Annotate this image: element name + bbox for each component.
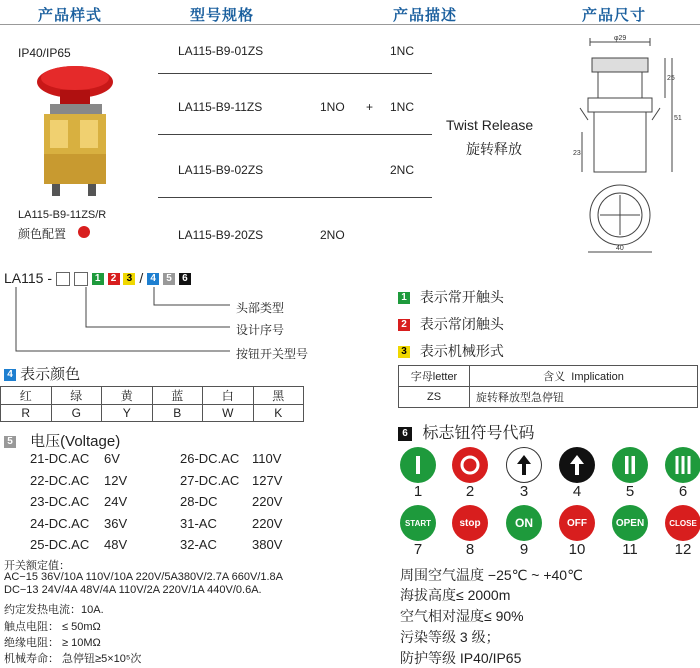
color-code-2: Y [102, 405, 153, 422]
section6-label: 标志钮符号代码 [422, 425, 535, 442]
desc-en: Twist Release [446, 117, 534, 133]
dim-h51: 51 [674, 115, 682, 122]
section4-num: 4 [4, 369, 16, 381]
section6-num: 6 [398, 427, 412, 441]
model-2-nc: 1NC [390, 100, 415, 114]
model-1: LA115-B9-01ZS [178, 44, 264, 58]
symbol-button-6 [665, 447, 700, 483]
symbol-number: 3 [519, 483, 529, 500]
section4-label: 表示颜色 [20, 366, 81, 383]
color-code-1: G [51, 405, 102, 422]
model-2: LA115-B9-11ZS [178, 100, 263, 114]
symbol-number: 12 [674, 541, 692, 558]
symbol-button-3 [506, 447, 542, 483]
ring-icon [458, 453, 482, 477]
product-caption: LA115-B9-11ZS/R [18, 209, 107, 221]
header-style: 产品样式 [38, 7, 103, 24]
symbol-button-9 [506, 505, 542, 541]
color-name-1: 绿 [51, 387, 102, 405]
code-n4: 4 [147, 273, 159, 285]
impl-meaning: 旋转释放型急停钮 [470, 387, 698, 408]
symbol-label: OPEN [615, 517, 645, 529]
symbol-number: 5 [625, 483, 635, 500]
header-desc: 产品描述 [393, 7, 458, 24]
code-label-model: 按钮开关型号 [236, 347, 309, 361]
symbol-number: 10 [568, 541, 586, 558]
symbol-button-5 [612, 447, 648, 483]
desc-cn: 旋转释放 [466, 141, 522, 157]
model-2-plus: + [366, 100, 374, 114]
color-name-0: 红 [1, 387, 52, 405]
symbol-label: ON [515, 516, 533, 530]
ratings-ac: AC−15 36V/10A 110V/10A 220V/5A380V/2.7A 660V/1.8A [4, 571, 283, 583]
symbol-number: 7 [413, 541, 423, 558]
dim-h25: 25 [667, 75, 675, 82]
implication-table [398, 365, 698, 408]
ratings-contact: 触点电阻： ≤ 50mΩ [4, 621, 101, 633]
code-n5: 5 [163, 273, 175, 285]
model-3-nc: 2NC [390, 163, 415, 177]
dim-d29: φ29 [614, 35, 627, 42]
symbol-number: 11 [622, 541, 638, 558]
impl-h1: 字母letter [399, 366, 470, 387]
legend-3: 3 表示机械形式 [398, 341, 504, 361]
code-prefix: LA115 - [4, 270, 52, 286]
symbol-button-2 [452, 447, 488, 483]
color-code-0: R [1, 405, 52, 422]
symbol-button-4 [559, 447, 595, 483]
legend-2: 2 表示常闭触头 [398, 314, 504, 334]
env-5: 防护等级 IP40/IP65 [400, 650, 522, 666]
color-code-5: K [253, 405, 304, 422]
dimension-drawing [570, 30, 690, 260]
symbol-button-8 [452, 505, 488, 541]
symbol-number: 2 [465, 483, 475, 500]
impl-code: ZS [399, 387, 470, 408]
voltage-row: 22-DC.AC 12V 27-DC.AC 127V [30, 472, 283, 488]
code-n1: 1 [92, 273, 104, 285]
section4-title [4, 363, 80, 384]
symbol-button-12 [665, 505, 700, 541]
symbol-number: 6 [678, 483, 688, 500]
symbol-button-1 [400, 447, 436, 483]
voltage-row: 24-DC.AC 36V 31-AC 220V [30, 515, 283, 531]
symbol-number: 1 [413, 483, 423, 500]
model-1-nc: 1NC [390, 44, 415, 58]
voltage-row: 25-DC.AC 48V 32-AC 380V [30, 537, 283, 552]
color-name-5: 黑 [253, 387, 304, 405]
arrow-up-icon [565, 453, 589, 477]
code-label-head: 头部类型 [236, 301, 285, 315]
code-leader-lines [0, 285, 240, 365]
symbol-number: 4 [572, 483, 582, 500]
ratings-title: 开关额定值： [4, 560, 70, 572]
color-code-4: W [203, 405, 254, 422]
voltage-row: 21-DC.AC 6V 26-DC.AC 110V [30, 451, 282, 466]
symbol-button-7 [400, 505, 436, 541]
symbol-label: stop [459, 517, 481, 529]
header-model: 型号规格 [190, 7, 255, 24]
symbol-number: 9 [519, 541, 529, 558]
symbol-label: START [404, 518, 432, 528]
ratings-life: 机械寿命： 急停钮≥5×10⁵次 [4, 653, 142, 665]
code-n2: 2 [108, 273, 120, 285]
env-4: 污染等级 3 级； [400, 629, 500, 645]
model-4-no: 2NO [320, 228, 345, 242]
arrow-up-icon [512, 453, 536, 477]
section5-num: 5 [4, 436, 16, 448]
section5-label: 电压(Voltage) [30, 433, 121, 450]
color-name-2: 黄 [102, 387, 153, 405]
section6-title [398, 420, 534, 443]
double-bar-icon [618, 453, 642, 477]
product-image [30, 60, 120, 200]
model-2-no: 1NO [320, 100, 345, 114]
color-config-label: 颜色配置 [18, 227, 67, 241]
code-slash: / [139, 270, 144, 286]
dim-w40: 40 [616, 245, 624, 252]
code-n3: 3 [123, 273, 135, 285]
env-1: 周围空气温度 −25℃ ~ +40℃ [400, 567, 583, 583]
code-label-design: 设计序号 [236, 323, 285, 337]
env-2: 海拔高度≤ 2000m [400, 587, 511, 603]
symbol-label: CLOSE [669, 518, 697, 528]
symbol-button-10 [559, 505, 595, 541]
env-3: 空气相对湿度≤ 90% [400, 608, 524, 624]
code-n6: 6 [179, 273, 191, 285]
ratings-dc: DC−13 24V/4A 48V/4A 110V/2A 220V/1A 440V/0.6A. [4, 584, 262, 596]
symbol-button-11 [612, 505, 648, 541]
color-name-4: 白 [203, 387, 254, 405]
color-config-dot [78, 226, 90, 238]
voltage-list [30, 448, 282, 556]
bar-icon [406, 453, 430, 477]
header-size: 产品尺寸 [582, 7, 647, 24]
voltage-row: 23-DC.AC 24V 28-DC 220V [30, 494, 283, 509]
symbol-label: OFF [567, 517, 587, 529]
code-line [4, 270, 191, 286]
dim-h23: 23 [573, 150, 581, 157]
triple-bar-icon [671, 453, 695, 477]
color-name-3: 蓝 [152, 387, 203, 405]
model-3: LA115-B9-02ZS [178, 163, 264, 177]
header-divider [0, 24, 700, 25]
impl-h2: 含义 Implication [470, 366, 698, 387]
model-4: LA115-B9-20ZS [178, 228, 264, 242]
protection-label: IP40/IP65 [18, 46, 71, 60]
symbol-number: 8 [465, 541, 475, 558]
legend-1: 1 表示常开触头 [398, 287, 504, 307]
ratings-insul: 绝缘电阻： ≥ 10MΩ [4, 637, 101, 649]
color-code-3: B [152, 405, 203, 422]
color-table [0, 386, 304, 422]
ratings-heat: 约定发热电流：10A. [4, 604, 104, 616]
